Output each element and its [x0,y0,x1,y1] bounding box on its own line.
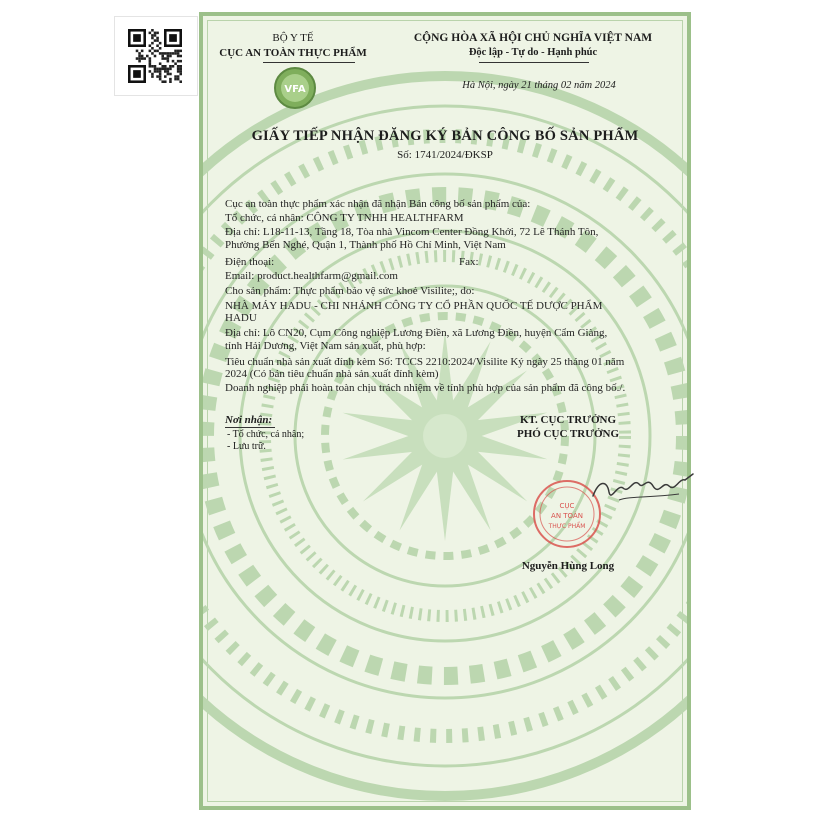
motto-underline [479,62,589,63]
ministry-name: BỘ Y TẾ [272,32,314,44]
responsibility-line: Doanh nghiệp phải hoàn toàn chịu trách nhiệm về tính phù hợp của sản phẩm đã công bố./. [225,382,626,394]
manufacturer-line-1: NHÀ MÁY HADU - CHI NHÁNH CÔNG TY CỔ PHẦN QUỐC TẾ DƯỢC PHẨM [225,300,603,312]
manufacturer-address-1: Địa chỉ: Lô CN20, Cụm Công nghiệp Lương Điền, xã Lương Điền, huyện Cẩm Giàng, [225,327,608,339]
agency-underline [263,62,355,63]
recipients-underline [225,427,275,428]
recipient-item: - Tổ chức, cá nhân; [227,429,305,440]
standard-line-1: Tiêu chuẩn nhà sản xuất đính kèm Số: TCCS 2210:2024/Visilite Ký ngày 25 tháng 01 năm [225,356,625,368]
qr-code-frame [114,16,198,96]
phone: Điện thoại: [225,256,275,268]
organization: Tổ chức, cá nhân: CÔNG TY TNHH HEALTHFARM [225,212,464,224]
certificate-paper [199,12,691,810]
agency-name: CỤC AN TOÀN THỰC PHẨM [219,47,367,59]
document-number: Số: 1741/2024/ĐKSP [397,149,493,161]
recipients-heading: Nơi nhận: [225,414,273,426]
signer-role-2: PHÓ CỤC TRƯỞNG [516,428,620,440]
seal-text-line-1: CỤC [559,502,575,510]
handwritten-signature [589,466,697,512]
issue-date: Hà Nội, ngày 21 tháng 02 năm 2024 [462,80,616,91]
seal-text-line-2: AN TOÀN [551,512,583,520]
product-line: Cho sản phẩm: Thực phẩm bảo vệ sức khoẻ Visilite;, do: [225,285,475,297]
seal-text-line-3: THỰC PHẨM [548,523,586,530]
fax: Fax: [459,256,479,268]
address-line-2: Phường Bến Nghé, Quận 1, Thành phố Hồ Chí Minh, Việt Nam [225,239,506,251]
document-title: GIẤY TIẾP NHẬN ĐĂNG KÝ BẢN CÔNG BỐ SẢN PHẨM [251,128,639,144]
recipient-item: - Lưu trữ. [227,441,266,452]
address-line-1: Địa chỉ: L18-11-13, Tầng 18, Tòa nhà Vincom Center Đồng Khởi, 72 Lê Thánh Tôn, [225,226,599,238]
country-name: CỘNG HÒA XÃ HỘI CHỦ NGHĨA VIỆT NAM [413,32,653,44]
intro-text: Cục an toàn thực phẩm xác nhận đã nhận Bản công bố sản phẩm của: [225,198,531,210]
vfa-logo-icon [273,66,317,110]
national-motto: Độc lập - Tự do - Hạnh phúc [468,47,598,58]
signer-name: Nguyễn Hùng Long [521,560,615,572]
standard-line-2: 2024 (Có bản tiêu chuẩn nhà sản xuất đính kèm) [225,368,439,380]
qr-code [127,29,183,83]
manufacturer-address-2: tỉnh Hải Dương, Việt Nam sản xuất, phù hợp: [225,340,426,352]
svg-text:VFA: VFA [284,84,306,95]
manufacturer-line-2: HADU [225,312,257,324]
signer-role-1: KT. CỤC TRƯỞNG [519,414,617,426]
email: Email: product.healthfarm@gmail.com [225,270,398,282]
